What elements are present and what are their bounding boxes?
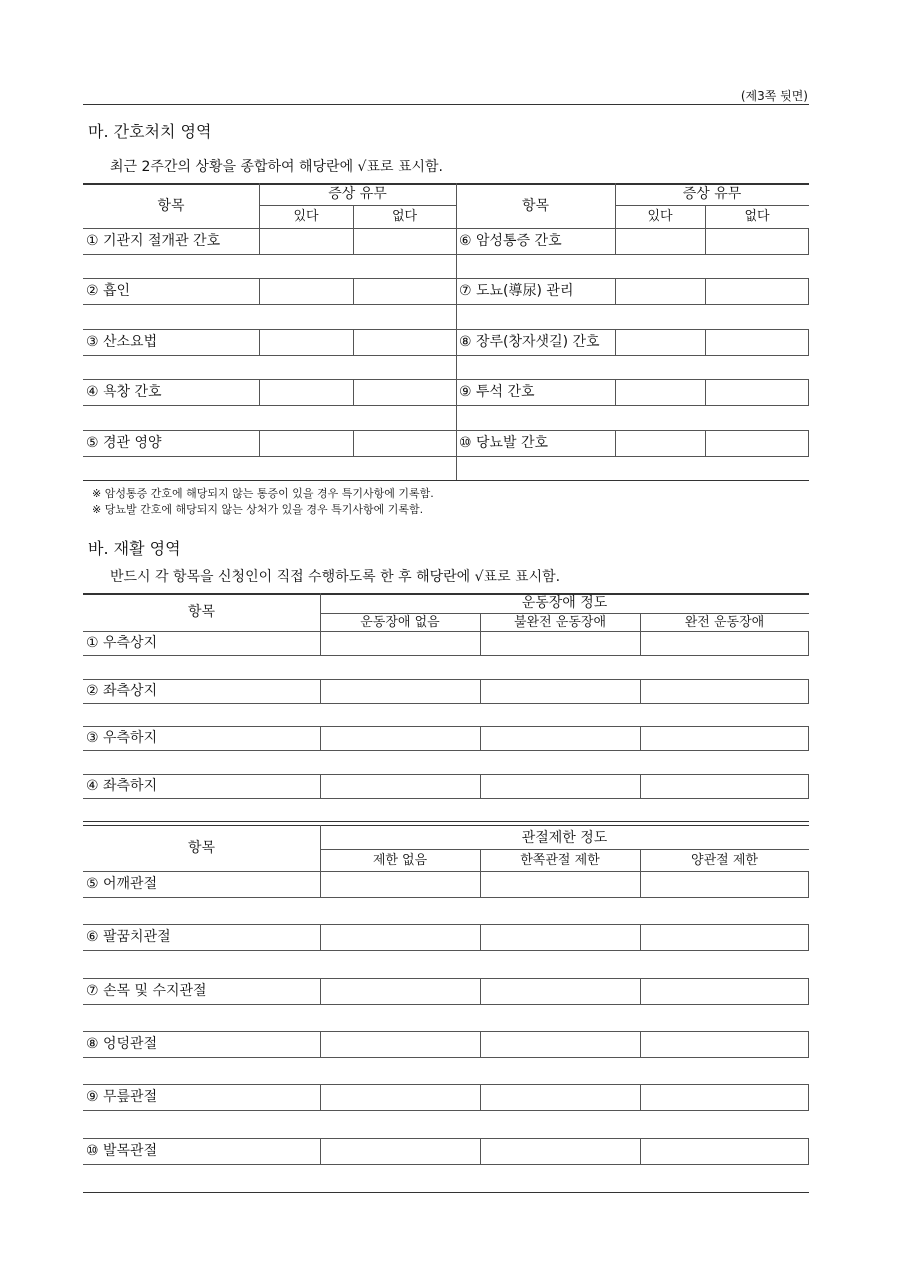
nursing-right-no-cell[interactable]	[705, 430, 809, 457]
motor-none-cell[interactable]	[320, 726, 481, 751]
nursing-item-label: ② 흡인	[86, 283, 131, 300]
row-divider	[83, 254, 809, 255]
row-divider	[83, 703, 809, 704]
joint-none-cell[interactable]	[320, 1084, 481, 1111]
joint-one-side-cell[interactable]	[480, 924, 641, 951]
nursing-col-symptom-left: 증상 유무	[328, 186, 387, 202]
motor-complete-cell[interactable]	[640, 726, 809, 751]
page-bottom-border	[83, 1192, 809, 1193]
motor-col-item: 항목	[187, 604, 216, 620]
nursing-item-label: ⑤ 경관 영양	[86, 434, 162, 451]
nursing-note-1: ※ 암성통증 간호에 해당되지 않는 통증이 있을 경우 특기사항에 기록함.	[92, 487, 434, 500]
joint-col-none: 제한 없음	[372, 853, 428, 868]
joint-none-cell[interactable]	[320, 1138, 481, 1165]
nursing-item-label: ⑩ 당뇨발 간호	[459, 434, 549, 451]
motor-item-label: ④ 좌측하지	[86, 777, 158, 794]
row-divider	[83, 1004, 809, 1005]
nursing-item-label: ⑦ 도뇨(導尿) 관리	[459, 283, 574, 300]
motor-complete-cell[interactable]	[640, 774, 809, 799]
joint-item-label: ⑥ 팔꿈치관절	[86, 929, 171, 946]
joint-col-one-side: 한쪽관절 제한	[520, 853, 600, 868]
motor-none-cell[interactable]	[320, 774, 481, 799]
joint-one-side-cell[interactable]	[480, 978, 641, 1005]
joint-item-label: ⑨ 무릎관절	[86, 1089, 158, 1106]
nursing-right-yes-cell[interactable]	[615, 278, 706, 305]
row-divider	[83, 1057, 809, 1058]
joint-none-cell[interactable]	[320, 871, 481, 898]
joint-one-side-cell[interactable]	[480, 1084, 641, 1111]
joint-item-label: ⑩ 발목관절	[86, 1142, 158, 1159]
joint-none-cell[interactable]	[320, 924, 481, 951]
joint-one-side-cell[interactable]	[480, 1031, 641, 1058]
nursing-item-label: ⑨ 투석 간호	[459, 384, 535, 401]
joint-both-sides-cell[interactable]	[640, 924, 809, 951]
joint-none-cell[interactable]	[320, 978, 481, 1005]
header-divider	[83, 104, 809, 105]
motor-table-bottom-border	[83, 821, 809, 822]
joint-none-cell[interactable]	[320, 1031, 481, 1058]
motor-col-complete: 완전 운동장애	[684, 615, 765, 630]
nursing-left-yes-cell[interactable]	[259, 228, 354, 255]
motor-table	[83, 593, 809, 803]
motor-partial-cell[interactable]	[480, 631, 641, 656]
nursing-right-no-cell[interactable]	[705, 278, 809, 305]
nursing-right-yes-cell[interactable]	[615, 430, 706, 457]
motor-partial-cell[interactable]	[480, 774, 641, 799]
nursing-item-label: ⑥ 암성통증 간호	[459, 233, 562, 249]
joint-both-sides-cell[interactable]	[640, 978, 809, 1005]
joint-one-side-cell[interactable]	[480, 871, 641, 898]
joint-col-item: 항목	[187, 840, 216, 856]
motor-partial-cell[interactable]	[480, 679, 641, 704]
nursing-left-no-cell[interactable]	[353, 228, 457, 255]
row-divider	[83, 655, 809, 656]
row-divider	[83, 897, 809, 898]
motor-complete-cell[interactable]	[640, 679, 809, 704]
nursing-right-yes-cell[interactable]	[615, 228, 706, 255]
nursing-col-item-right: 항목	[521, 198, 550, 214]
nursing-right-no-cell[interactable]	[705, 379, 809, 406]
row-divider	[83, 304, 809, 305]
row-divider	[83, 950, 809, 951]
motor-group-header: 운동장애 정도	[521, 595, 608, 611]
nursing-instruction: 최근 2주간의 상황을 종합하여 해당란에 √표로 표시함.	[110, 159, 443, 175]
row-divider	[83, 798, 809, 799]
nursing-col-symptom-right: 증상 유무	[682, 186, 742, 202]
joint-both-sides-cell[interactable]	[640, 1084, 809, 1111]
joint-col-both-sides: 양관절 제한	[691, 853, 758, 868]
nursing-section-title: 마. 간호처치 영역	[88, 122, 212, 141]
nursing-left-no-cell[interactable]	[353, 278, 457, 305]
row-divider	[83, 750, 809, 751]
nursing-left-no-cell[interactable]	[353, 430, 457, 457]
joint-both-sides-cell[interactable]	[640, 871, 809, 898]
nursing-table	[83, 183, 809, 483]
nursing-left-yes-cell[interactable]	[259, 430, 354, 457]
nursing-left-no-cell[interactable]	[353, 379, 457, 406]
row-divider	[83, 1110, 809, 1111]
joint-both-sides-cell[interactable]	[640, 1031, 809, 1058]
nursing-col-no-left: 없다	[391, 209, 418, 224]
motor-col-none: 운동장애 없음	[360, 615, 440, 630]
motor-item-label: ② 좌측상지	[86, 682, 158, 699]
joint-item-label: ⑧ 엉덩관절	[86, 1035, 158, 1052]
motor-partial-cell[interactable]	[480, 726, 641, 751]
row-divider	[83, 456, 809, 457]
motor-complete-cell[interactable]	[640, 631, 809, 656]
joint-one-side-cell[interactable]	[480, 1138, 641, 1165]
nursing-left-yes-cell[interactable]	[259, 278, 354, 305]
row-divider	[83, 405, 809, 406]
page-note: (제3쪽 뒷면)	[740, 89, 808, 103]
nursing-right-yes-cell[interactable]	[615, 379, 706, 406]
nursing-item-label: ③ 산소요법	[86, 333, 158, 350]
nursing-left-no-cell[interactable]	[353, 329, 457, 356]
nursing-col-item-left: 항목	[157, 198, 185, 214]
motor-none-cell[interactable]	[320, 679, 481, 704]
motor-item-label: ① 우측상지	[86, 635, 158, 651]
motor-col-partial: 불완전 운동장애	[513, 615, 607, 630]
nursing-note-2: ※ 당뇨발 간호에 해당되지 않는 상처가 있을 경우 특기사항에 기록함.	[92, 503, 424, 516]
nursing-col-yes-left: 있다	[293, 209, 319, 224]
motor-none-cell[interactable]	[320, 631, 481, 656]
row-divider	[83, 355, 809, 356]
nursing-item-label: ⑧ 장루(창자샛길) 간호	[459, 333, 600, 350]
joint-group-header: 관절제한 정도	[521, 830, 608, 846]
nursing-right-yes-cell[interactable]	[615, 329, 706, 356]
nursing-col-no-right: 없다	[744, 209, 770, 224]
joint-item-label: ⑦ 손목 및 수지관절	[86, 982, 207, 999]
rehab-section-title: 바. 재활 영역	[88, 539, 181, 558]
motor-item-label: ③ 우측하지	[86, 730, 158, 746]
joint-item-label: ⑤ 어깨관절	[86, 876, 158, 892]
nursing-col-yes-right: 있다	[647, 209, 673, 224]
nursing-item-label: ① 기관지 절개관 간호	[86, 233, 221, 249]
nursing-right-no-cell[interactable]	[705, 228, 809, 255]
nursing-left-yes-cell[interactable]	[259, 379, 354, 406]
joint-table	[83, 825, 809, 1195]
joint-both-sides-cell[interactable]	[640, 1138, 809, 1165]
nursing-left-yes-cell[interactable]	[259, 329, 354, 356]
rehab-instruction: 반드시 각 항목을 신청인이 직접 수행하도록 한 후 해당란에 √표로 표시함.	[110, 569, 561, 585]
row-divider	[83, 1164, 809, 1165]
nursing-right-no-cell[interactable]	[705, 329, 809, 356]
nursing-item-label: ④ 욕창 간호	[86, 384, 162, 401]
